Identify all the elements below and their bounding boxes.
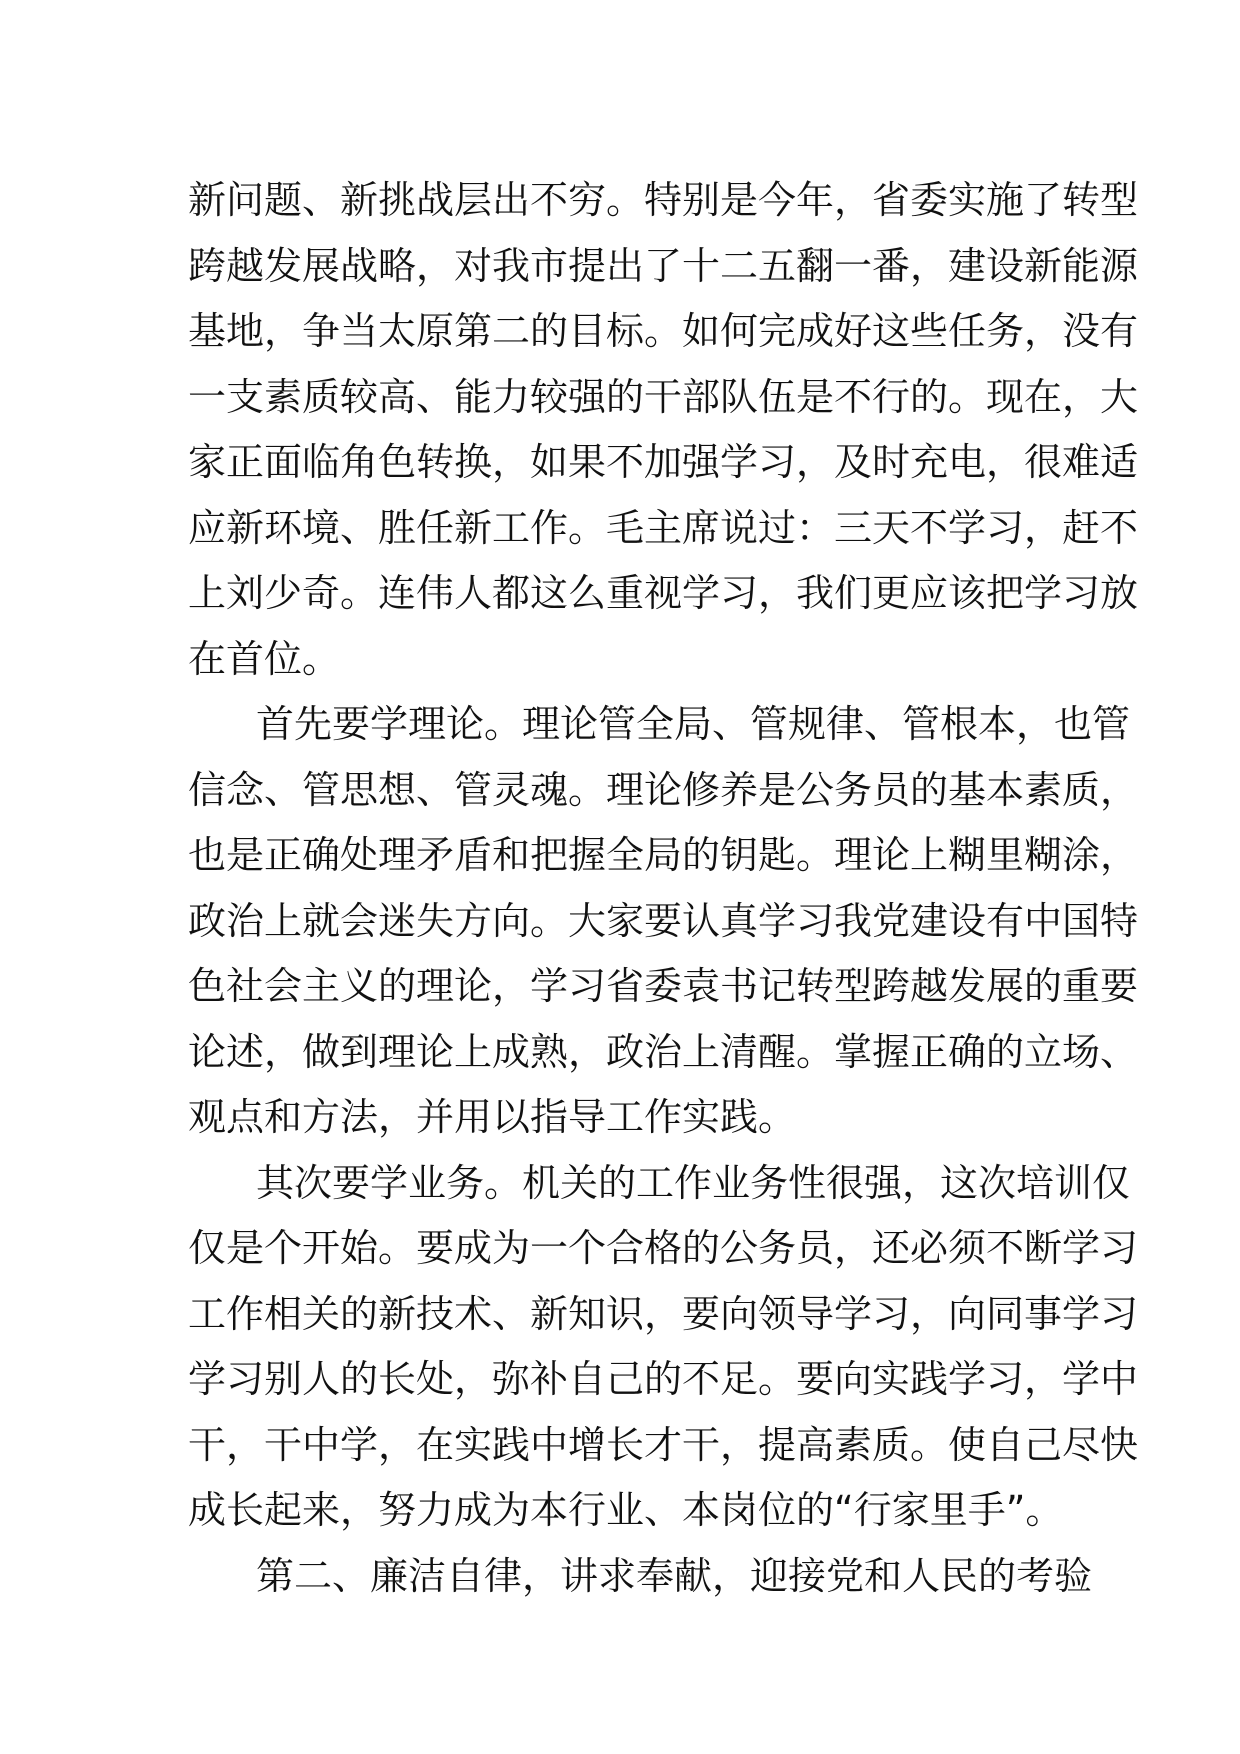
text-line: 应新环境、胜任新工作。毛主席说过：三天不学习，赶不 (188, 505, 1139, 550)
section-heading (188, 1544, 1093, 1610)
heading-line: 第二、廉洁自律，讲求奉献，迎接党和人民的考验 (256, 1553, 1093, 1598)
paragraph-business (188, 1151, 1139, 1544)
text-line: 家正面临角色转换，如果不加强学习，及时充电，很难适 (188, 440, 1139, 484)
text-line: 也是正确处理矛盾和把握全局的钥匙。理论上糊里糊涂， (188, 833, 1139, 877)
text-line: 在首位。 (188, 636, 341, 681)
text-line: 色社会主义的理论，学习省委袁书记转型跨越发展的重要 (188, 964, 1139, 1008)
text-line: 论述，做到理论上成熟，政治上清醒。掌握正确的立场、 (188, 1029, 1139, 1074)
paragraph-theory (188, 692, 1139, 1151)
text-line: 跨越发展战略，对我市提出了十二五翻一番，建设新能源 (188, 243, 1139, 288)
text-line: 其次要学业务。机关的工作业务性很强，这次培训仅 (256, 1160, 1131, 1205)
text-line: 政治上就会迷失方向。大家要认真学习我党建设有中国特 (188, 898, 1139, 943)
text-line: 仅是个开始。要成为一个合格的公务员，还必须不断学习 (188, 1226, 1139, 1270)
text-line: 信念、管思想、管灵魂。理论修养是公务员的基本素质， (188, 767, 1139, 812)
text-line: 基地，争当太原第二的目标。如何完成好这些任务，没有 (188, 309, 1139, 353)
text-line: 成长起来，努力成为本行业、本岗位的“行家里手”。 (188, 1488, 1064, 1532)
text-line: 上刘少奇。连伟人都这么重视学习，我们更应该把学习放 (188, 571, 1139, 615)
text-line: 学习别人的长处，弥补自己的不足。要向实践学习，学中 (188, 1357, 1139, 1401)
text-line: 干，干中学，在实践中增长才干，提高素质。使自己尽快 (188, 1422, 1139, 1467)
paragraph-continued (188, 168, 1139, 692)
text-line: 观点和方法，并用以指导工作实践。 (188, 1095, 797, 1139)
text-line: 新问题、新挑战层出不穷。特别是今年，省委实施了转型 (188, 178, 1139, 222)
text-line: 一支素质较高、能力较强的干部队伍是不行的。现在，大 (188, 374, 1139, 419)
document-body (188, 168, 1139, 1609)
text-line: 首先要学理论。理论管全局、管规律、管根本，也管 (256, 702, 1131, 746)
text-line: 工作相关的新技术、新知识，要向领导学习，向同事学习 (188, 1291, 1139, 1336)
